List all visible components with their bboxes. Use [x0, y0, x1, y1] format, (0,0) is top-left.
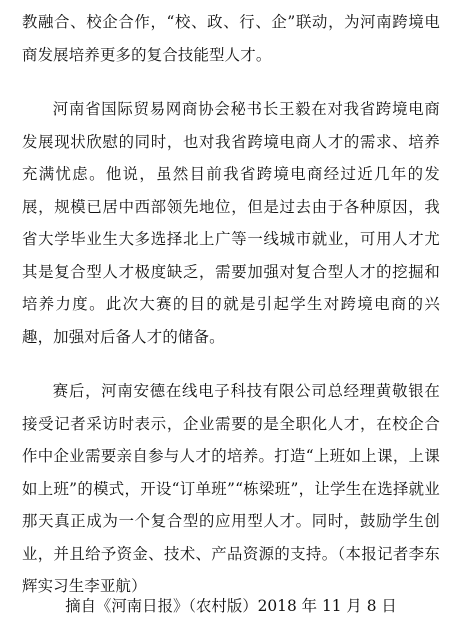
source-citation: 摘自《河南日报》（农村版）2018 年 11 月 8 日: [65, 597, 397, 615]
article-paragraph-1: 教融合、校企合作，“校、政、行、企”联动，为河南跨境电商发展培养更多的复合技能型人才。: [22, 13, 440, 64]
article-paragraph-3: 赛后，河南安德在线电子科技有限公司总经理黄敬银在接受记者采访时表示，企业需要的是全职化人才，在校企合作中企业需要亲自参与人才的培养。打造“上班如上课，上课如上班”的模式，开设“订单班”“栋梁班”，让学生在选择就业那天真正成为一个复合型的应用型人才。同时，鼓励学生创业，并且给予资金、技术、产品资源的支持。（本报记者李东辉实习生李亚航）: [22, 382, 440, 595]
article-body: [22, 6, 440, 603]
article-paragraph-2: 河南省国际贸易网商协会秘书长王毅在对我省跨境电商发展现状欣慰的同时，也对我省跨境电商人才的需求、培养充满忧虑。他说，虽然目前我省跨境电商经过近几年的发展，规模已居中西部领先地位，但是过去由于各种原因，我省大学毕业生大多选择北上广等一线城市就业，可用人才尤其是复合型人才极度缺乏，需要加强对复合型人才的挖掘和培养力度。此次大赛的目的就是引起学生对跨境电商的兴趣，加强对后备人才的储备。: [22, 100, 440, 346]
